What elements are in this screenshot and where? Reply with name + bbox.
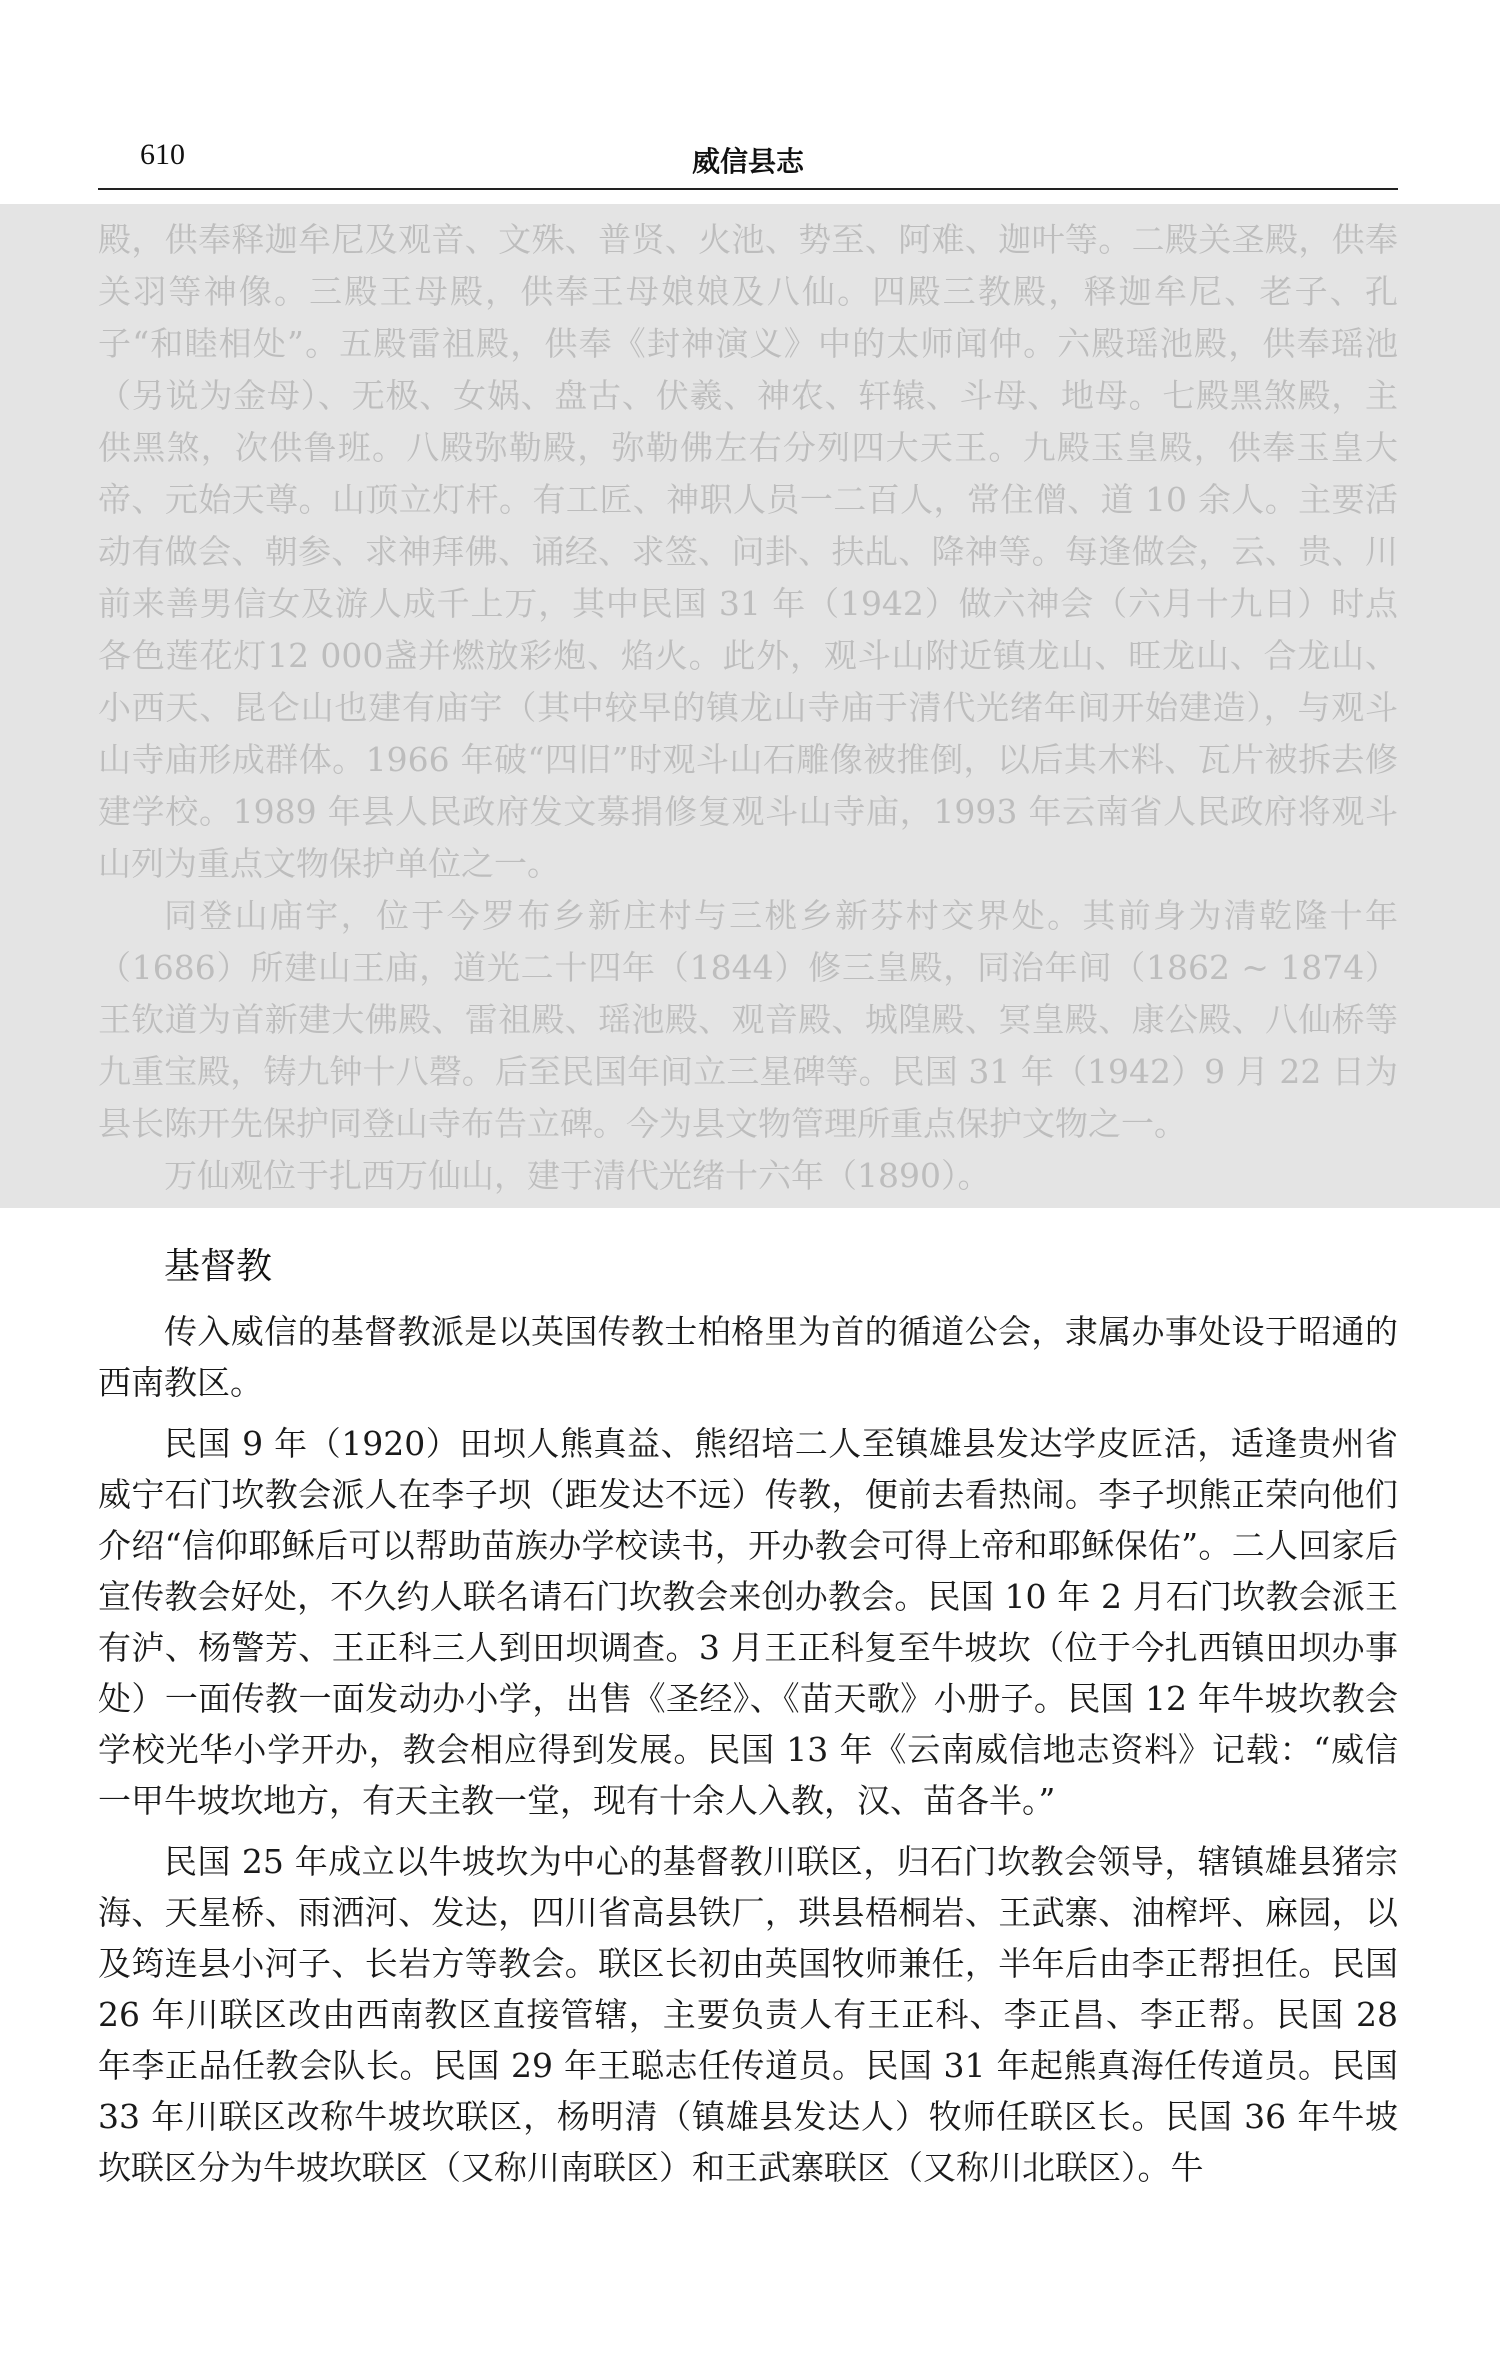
highlighted-passage (98, 214, 1398, 1202)
body-paragraph: 传入威信的基督教派是以英国传教士柏格里为首的循道公会，隶属办事处设于昭通的西南教区。 (98, 1312, 1398, 1402)
highlighted-paragraph: 同登山庙宇，位于今罗布乡新庄村与三桃乡新芬村交界处。其前身为清乾隆十年（1686）所建山王庙，道光二十四年（1844）修三皇殿，同治年间（1862 ~ 1874）王钦道为首新建大佛殿、雷祖殿、瑶池殿、观音殿、城隍殿、冥皇殿、康公殿、八仙桥等九重宝殿，铸九钟十八磬。后至民国年间立三星碑等。民国 31 年（1942）9 月 22 日为县长陈开先保护同登山寺布告立碑。今为县文物管理所重点保护文物之一。 (98, 896, 1398, 1143)
body-paragraph: 民国 25 年成立以牛坡坎为中心的基督教川联区，归石门坎教会领导，辖镇雄县猪宗海、天星桥、雨洒河、发达，四川省高县铁厂，珙县梧桐岩、王武寨、油榨坪、麻园，以及筠连县小河子、长岩方等教会。联区长初由英国牧师兼任，半年后由李正帮担任。民国 26 年川联区改由西南教区直接管辖，主要负责人有王正科、李正昌、李正帮。民国 28 年李正品任教会队长。民国 29 年王聪志任传道员。民国 31 年起熊真海任传道员。民国 33 年川联区改称牛坡坎联区，杨明清（镇雄县发达人）牧师任联区长。民国 36 年牛坡坎联区分为牛坡坎联区（又称川南联区）和王武寨联区（又称川北联区）。牛 (98, 1842, 1398, 2187)
running-title: 威信县志 (691, 145, 804, 178)
body-paragraph: 民国 9 年（1920）田坝人熊真益、熊绍培二人至镇雄县发达学皮匠活，适逢贵州省威宁石门坎教会派人在李子坝（距发达不远）传教，便前去看热闹。李子坝熊正荣向他们介绍“信仰耶稣后可以帮助苗族办学校读书，开办教会可得上帝和耶稣保佑”。二人回家后宣传教会好处，不久约人联名请石门坎教会来创办教会。民国 10 年 2 月石门坎教会派王有泸、杨警芳、王正科三人到田坝调查。3 月王正科复至牛坡坎（位于今扎西镇田坝办事处）一面传教一面发动办小学，出售《圣经》、《苗天歌》小册子。民国 12 年牛坡坎教会学校光华小学开办，教会相应得到发展。民国 13 年《云南威信地志资料》记载：“威信一甲牛坡坎地方，有天主教一堂，现有十余人入教，汉、苗各半。” (98, 1424, 1398, 1820)
highlighted-paragraph: 殿，供奉释迦牟尼及观音、文殊、普贤、火池、势至、阿难、迦叶等。二殿关圣殿，供奉关羽等神像。三殿王母殿，供奉王母娘娘及八仙。四殿三教殿，释迦牟尼、老子、孔子“和睦相处”。五殿雷祖殿，供奉《封神演义》中的太师闻仲。六殿瑶池殿，供奉瑶池（另说为金母）、无极、女娲、盘古、伏羲、神农、轩辕、斗母、地母。七殿黑煞殿，主供黑煞，次供鲁班。八殿弥勒殿，弥勒佛左右分列四大天王。九殿玉皇殿，供奉玉皇大帝、元始天尊。山顶立灯杆。有工匠、神职人员一二百人，常住僧、道 10 余人。主要活动有做会、朝参、求神拜佛、诵经、求签、问卦、扶乩、降神等。每逢做会，云、贵、川前来善男信女及游人成千上万，其中民国 31 年（1942）做六神会（六月十九日）时点各色莲花灯12 000盏并燃放彩炮、焰火。此外，观斗山附近镇龙山、旺龙山、合龙山、小西天、昆仑山也建有庙宇（其中较早的镇龙山寺庙于清代光绪年间开始建造），与观斗山寺庙形成群体。1966 年破“四旧”时观斗山石雕像被推倒，以后其木料、瓦片被拆去修建学校。1989 年县人民政府发文募捐修复观斗山寺庙，1993 年云南省人民政府将观斗山列为重点文物保护单位之一。 (98, 220, 1399, 883)
header-rule (98, 188, 1398, 190)
body-text (98, 1306, 1398, 2203)
highlighted-paragraph: 万仙观位于扎西万仙山，建于清代光绪十六年（1890）。 (164, 1156, 991, 1195)
page-number: 610 (140, 138, 185, 171)
page-header (98, 132, 1398, 188)
section-heading: 基督教 (164, 1246, 273, 1287)
